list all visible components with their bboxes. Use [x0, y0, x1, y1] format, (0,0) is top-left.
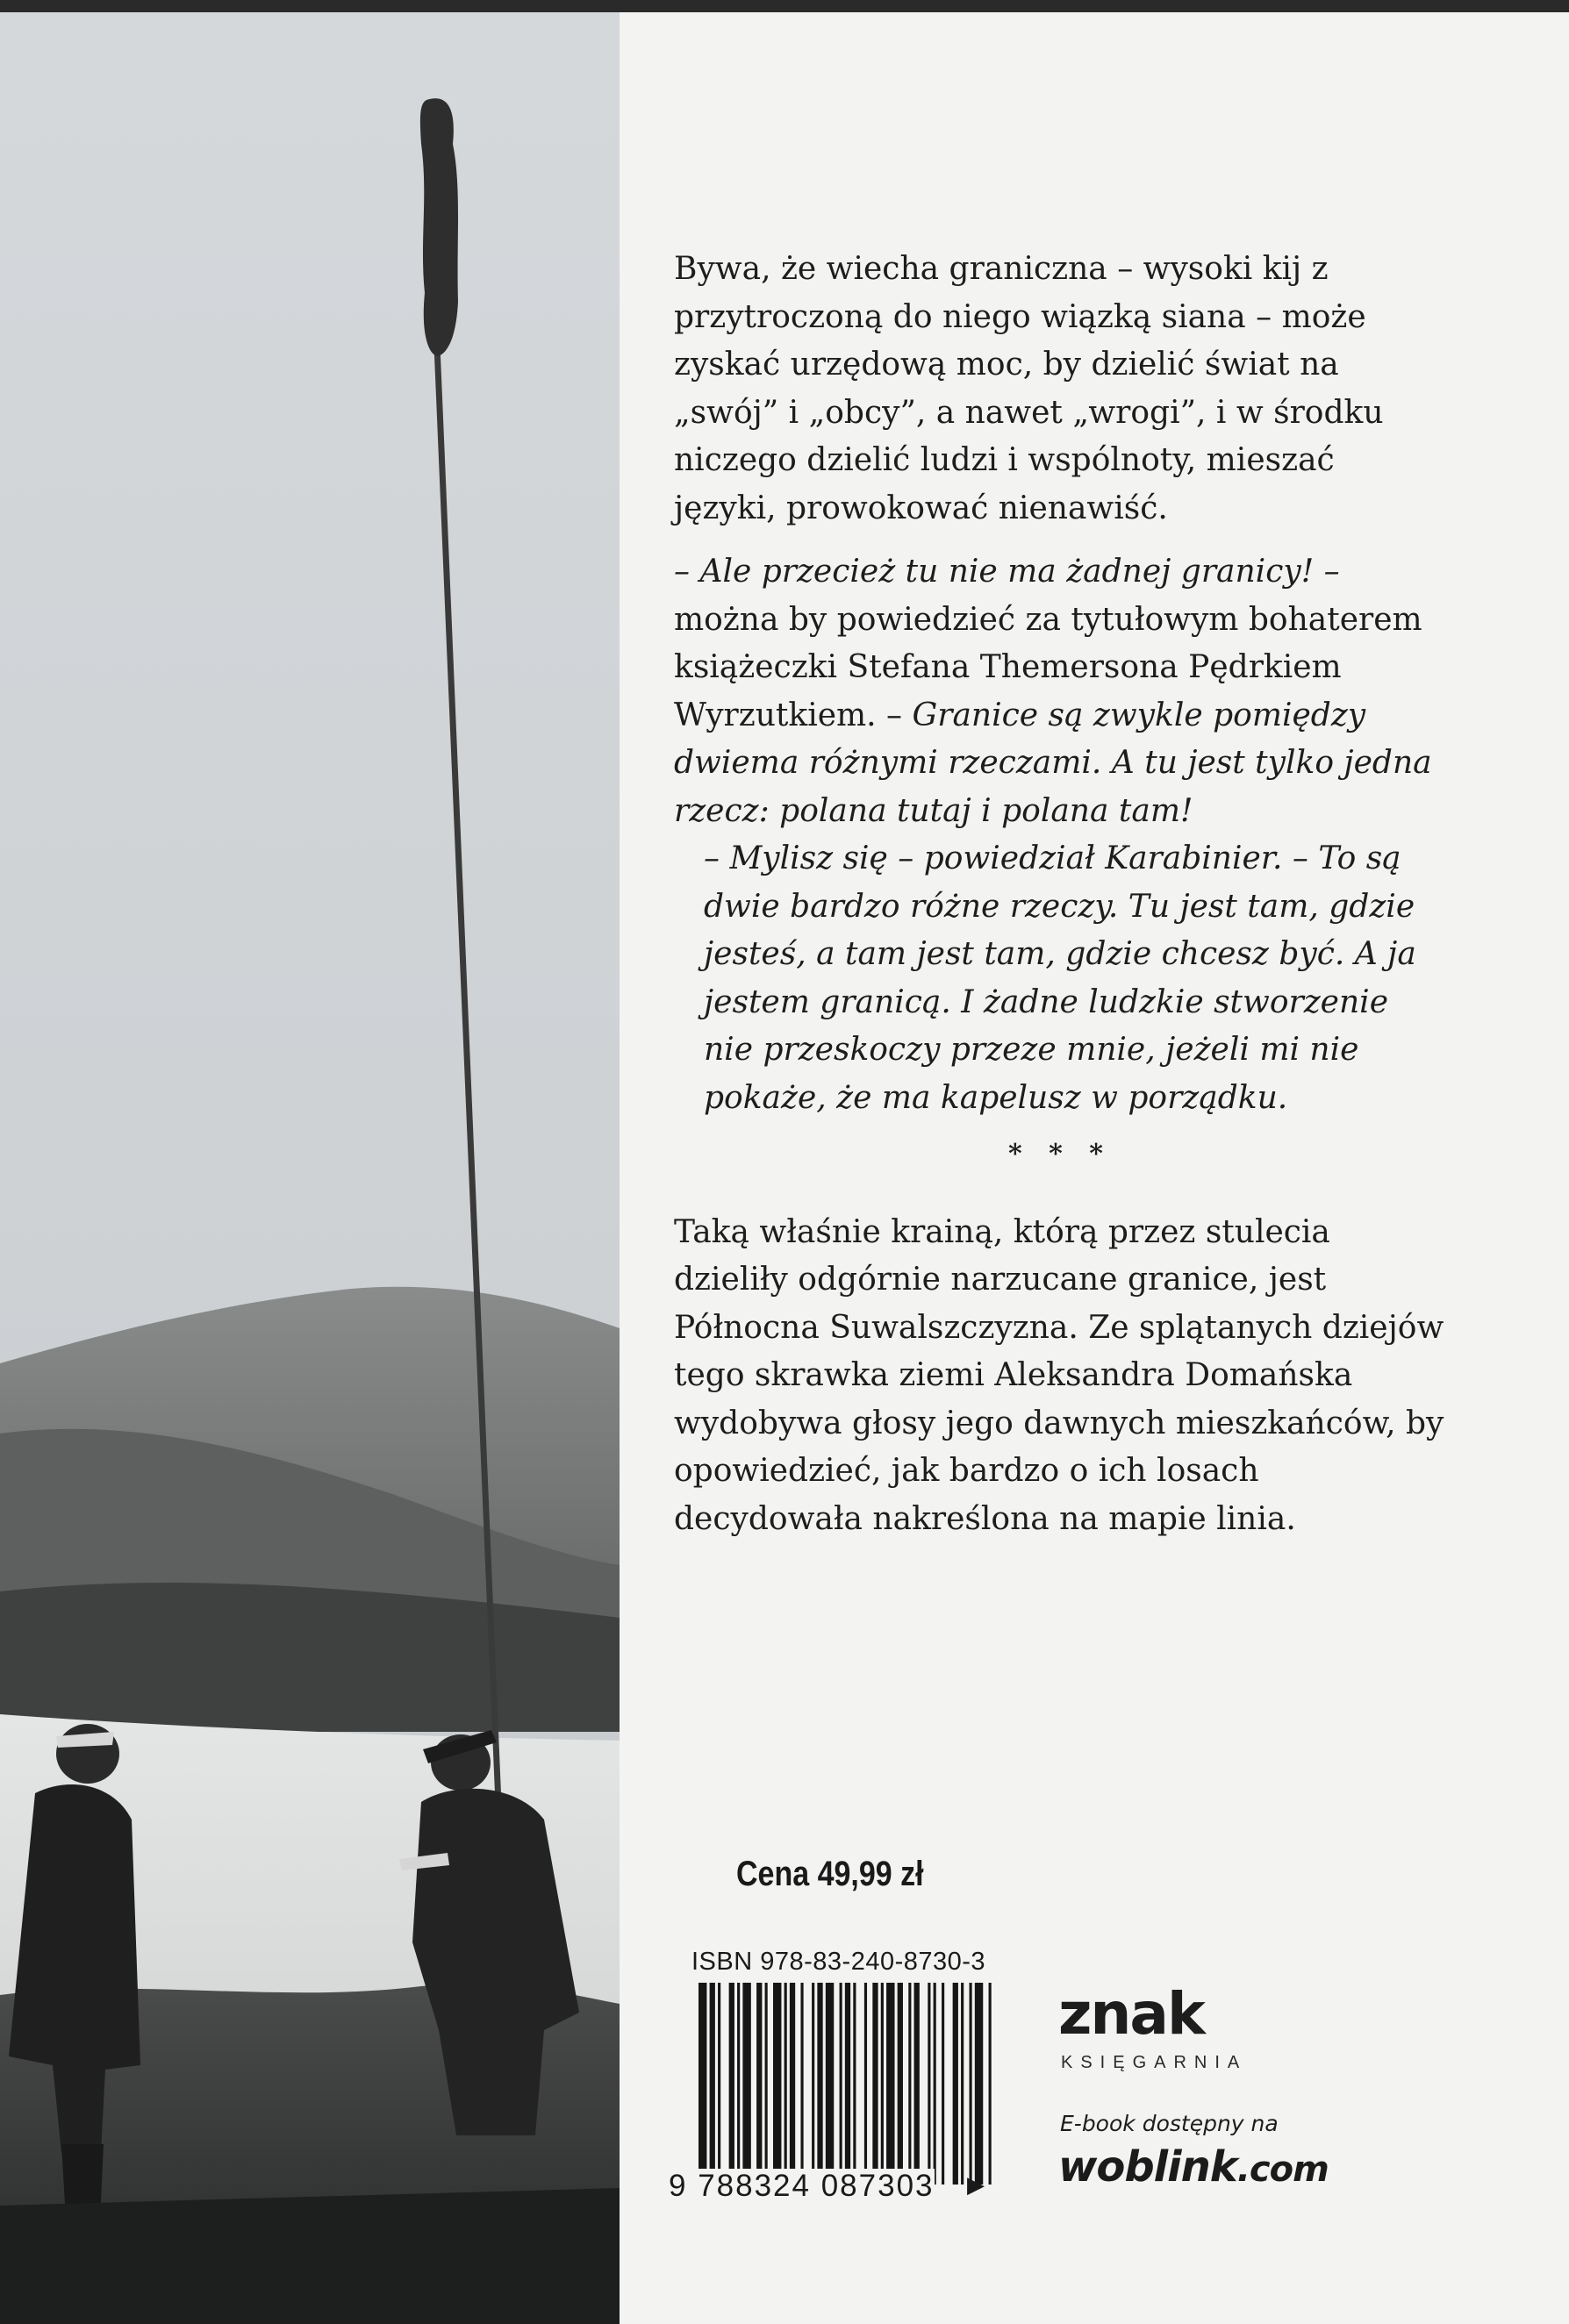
barcode-bar — [961, 1983, 964, 2185]
barcode-bar — [729, 1983, 734, 2185]
price-label: Cena 49,99 zł — [736, 1855, 924, 1893]
barcode-bar — [853, 1983, 856, 2185]
barcode-bar — [718, 1983, 720, 2185]
barcode-bar — [872, 1983, 878, 2185]
barcode-bar — [886, 1983, 894, 2185]
barcode-bar — [800, 1983, 803, 2185]
barcode-bar — [970, 1983, 972, 2185]
barcode-bar — [710, 1983, 715, 2185]
barcode-bar — [817, 1983, 822, 2185]
blurb-paragraph-3: – Mylisz się – powiedział Karabinier. – To są dwie bardzo różne rzeczy. Tu jest tam, gdzie jesteś, a tam jest tam, gdzie chcesz być. A ja jestem granicą. I żadne ludzkie stworzenie nie przeskoczy przeze mnie, jeżeli mi nie pokaże, że ma kapelusz w porządku. — [704, 840, 1416, 1116]
blurb-quote-1: – Ale przecież tu nie ma żadnej granicy! – — [674, 554, 1340, 590]
back-cover-panel — [620, 12, 1569, 2324]
blurb-paragraph-4: Taką właśnie krainą, którą przez stulecia dzieliły odgórnie narzucane granice, jest Północna Suwalszczyzna. Ze splątanych dziejów tego skrawka ziemi Aleksandra Domańska wydobywa głosy jego dawnych mieszkańców, by opowiedzieć, jak bardzo o ich losach decydowała nakreślona na mapie linia. — [674, 1213, 1444, 1537]
barcode-digits: 9 788324 087303 — [669, 2169, 935, 2203]
barcode-bar — [881, 1983, 884, 2185]
publisher-subtitle: KSIĘGARNIA — [1061, 2053, 1248, 2072]
isbn-barcode — [699, 1983, 997, 2185]
barcode-bar — [928, 1983, 930, 2185]
barcode-bar — [737, 1983, 740, 2185]
woblink-name: woblink — [1058, 2142, 1237, 2192]
top-edge-strip — [0, 0, 1569, 12]
barcode-bar — [914, 1983, 920, 2185]
barcode-bar — [908, 1983, 911, 2185]
publisher-logo: znak — [1058, 1980, 1204, 2048]
barcode-bar — [934, 1983, 936, 2185]
woblink-domain: .com — [1236, 2149, 1329, 2190]
isbn-label: ISBN 978-83-240-8730-3 — [691, 1948, 986, 1976]
barcode-bar — [840, 1983, 842, 2185]
barcode-bar — [699, 1983, 706, 2185]
woblink-logo — [1058, 2142, 1329, 2192]
blurb-quote-2: Granice są zwykle pomiędzy dwiema różnymi rzeczami. A tu jest tylko jedna rzecz: polana tutaj i polana tam! — [674, 697, 1432, 829]
blurb-paragraph-2 — [674, 548, 1446, 835]
barcode-bar — [953, 1983, 958, 2185]
barcode-bar — [864, 1983, 867, 2185]
barcode-bar — [773, 1983, 781, 2185]
section-separator: * * * — [1008, 1139, 1112, 1169]
blurb-paragraph-1: Bywa, że wiecha graniczna – wysoki kij z przytroczoną do niego wiązką siana – może zyskać urzędową moc, by dzielić świat na „swój” i „obcy”, a nawet „wrogi”, i w środku niczego dzielić ludzi i wspólnoty, mieszać języki, prowokować nienawiść. — [674, 251, 1384, 526]
barcode-bar — [812, 1983, 814, 2185]
barcode-bar — [942, 1983, 944, 2185]
barcode-arrow-icon: ▶ — [967, 2172, 985, 2199]
ebook-availability-label: E-book dostępny na — [1060, 2111, 1279, 2136]
barcode-bar — [756, 1983, 762, 2185]
barcode-bar — [784, 1983, 787, 2185]
barcode-bar — [826, 1983, 834, 2185]
cover-photo — [0, 12, 620, 2324]
barcode-bar — [975, 1983, 983, 2185]
blurb-text — [674, 246, 1446, 1543]
barcode-bar — [765, 1983, 768, 2185]
barcode-bar — [742, 1983, 750, 2185]
barcode-bar — [845, 1983, 850, 2185]
blurb-narration: można by powiedzieć za tytułowym bohaterem książeczki Stefana Themersona Pędrkiem Wyrzutkiem. – — [674, 601, 1422, 733]
barcode-bar — [790, 1983, 795, 2185]
barcode-bar — [989, 1983, 992, 2185]
barcode-bar — [898, 1983, 903, 2185]
